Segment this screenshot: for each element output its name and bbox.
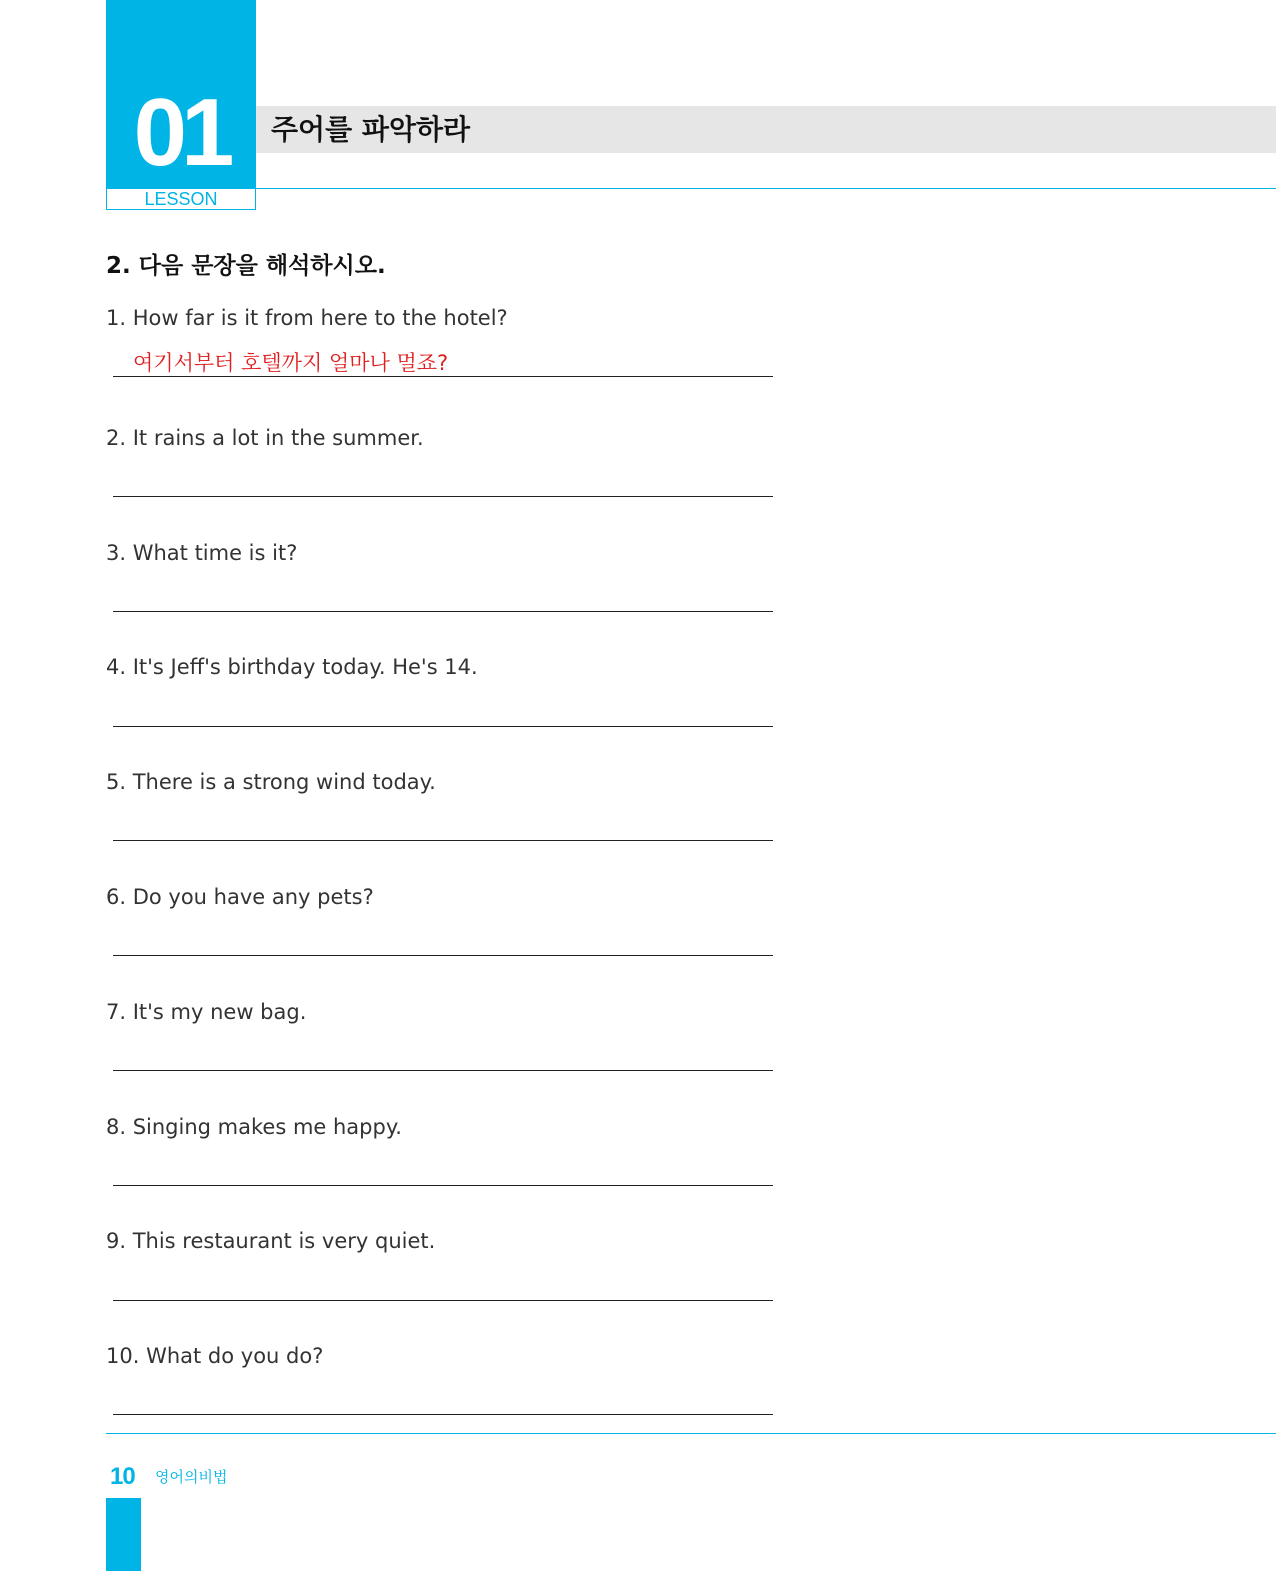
question-9: 9. This restaurant is very quiet. xyxy=(106,1229,436,1253)
answer-line-1[interactable] xyxy=(113,376,773,377)
section-instruction: 2. 다음 문장을 해석하시오. xyxy=(106,253,386,279)
lesson-title: 주어를 파악하라 xyxy=(271,113,471,146)
answer-line-2[interactable] xyxy=(113,496,773,497)
answer-line-9[interactable] xyxy=(113,1300,773,1301)
answer-line-3[interactable] xyxy=(113,611,773,612)
header-divider xyxy=(256,188,1276,189)
answer-line-6[interactable] xyxy=(113,955,773,956)
answer-line-7[interactable] xyxy=(113,1070,773,1071)
title-bar xyxy=(256,106,1276,153)
page-number: 10 xyxy=(110,1463,135,1490)
footer-divider xyxy=(106,1433,1276,1434)
question-4: 4. It's Jeff's birthday today. He's 14. xyxy=(106,655,478,679)
lesson-label: LESSON xyxy=(106,189,256,210)
answer-line-10[interactable] xyxy=(113,1414,773,1415)
question-6: 6. Do you have any pets? xyxy=(106,885,374,909)
question-3: 3. What time is it? xyxy=(106,541,298,565)
question-7: 7. It's my new bag. xyxy=(106,1000,307,1024)
answer-1[interactable]: 여기서부터 호텔까지 얼마나 멀죠? xyxy=(133,351,449,375)
lesson-number: 01 xyxy=(133,79,229,186)
book-title: 영어의비법 xyxy=(155,1468,228,1486)
lesson-badge xyxy=(106,0,256,189)
question-5: 5. There is a strong wind today. xyxy=(106,770,436,794)
answer-line-5[interactable] xyxy=(113,840,773,841)
footer-tab xyxy=(106,1498,141,1571)
question-1: 1. How far is it from here to the hotel? xyxy=(106,306,508,330)
answer-line-8[interactable] xyxy=(113,1185,773,1186)
question-10: 10. What do you do? xyxy=(106,1344,324,1368)
answer-line-4[interactable] xyxy=(113,726,773,727)
question-2: 2. It rains a lot in the summer. xyxy=(106,426,424,450)
question-8: 8. Singing makes me happy. xyxy=(106,1115,402,1139)
